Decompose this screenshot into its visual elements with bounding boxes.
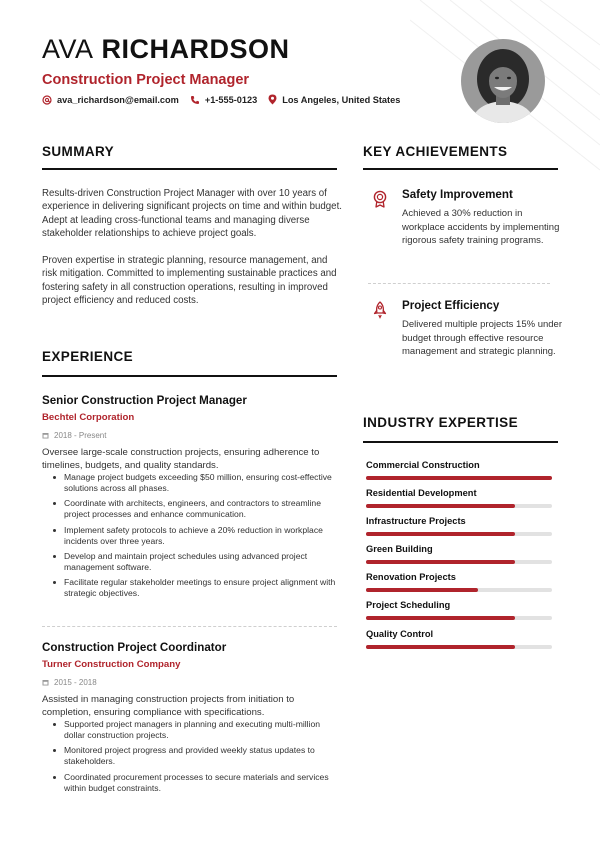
- skill-name: Infrastructure Projects: [366, 516, 466, 526]
- candidate-name: [42, 34, 290, 65]
- experience-divider: [42, 375, 337, 377]
- achievement-item: [368, 299, 568, 379]
- at-icon: [42, 95, 52, 105]
- list-item: Facilitate regular stakeholder meetings to ensure project alignment with strategic objectives.: [64, 577, 338, 599]
- skill-bar-fill: [366, 532, 515, 536]
- contact-info: [42, 94, 400, 105]
- email-text: ava_richardson@email.com: [57, 94, 179, 105]
- location-text: Los Angeles, United States: [282, 94, 401, 105]
- skill-item: [366, 629, 552, 649]
- responsibility-list: [42, 472, 338, 599]
- skill-item: [366, 460, 552, 480]
- position-title: Construction Project Coordinator: [42, 641, 227, 654]
- calendar-icon: [42, 679, 49, 686]
- list-item: Coordinate with architects, engineers, and contractors to streamline project processes and enhance communication.: [64, 498, 338, 520]
- phone-icon: [190, 95, 200, 105]
- experience-separator: [42, 626, 337, 627]
- date-text: 2018 - Present: [54, 431, 107, 440]
- experience-heading: EXPERIENCE: [42, 349, 134, 364]
- skill-name: Quality Control: [366, 629, 434, 639]
- experience-item: [42, 641, 338, 798]
- phone-text: +1-555-0123: [204, 94, 258, 105]
- achievement-title: Safety Improvement: [402, 188, 513, 201]
- list-item: Coordinated procurement processes to secure materials and services within budget constraints.: [64, 772, 338, 794]
- achievement-description: Delivered multiple projects 15% under budget through effective resource management and strategic planning.: [402, 319, 562, 358]
- date-range: [42, 431, 338, 440]
- company-name: Bechtel Corporation: [42, 412, 135, 423]
- skill-bar: [366, 476, 552, 480]
- responsibility-list: [42, 719, 338, 794]
- last-name: RICHARDSON: [101, 34, 290, 64]
- skill-item: [366, 600, 552, 620]
- job-description: Oversee large-scale construction projects, ensuring adherence to timelines, budgets, and quality standards.: [42, 447, 320, 471]
- skill-bar: [366, 560, 552, 564]
- skill-name: Project Scheduling: [366, 600, 451, 610]
- expertise-heading: INDUSTRY EXPERTISE: [363, 415, 518, 430]
- skill-bar: [366, 532, 552, 536]
- skill-bar: [366, 616, 552, 620]
- contact-phone[interactable]: [190, 94, 257, 105]
- date-text: 2015 - 2018: [54, 678, 97, 687]
- list-item: Implement safety protocols to achieve a 20% reduction in workplace incidents over three years.: [64, 525, 338, 547]
- rocket-icon: [372, 301, 388, 319]
- contact-location: [268, 94, 400, 105]
- company-name: Turner Construction Company: [42, 659, 181, 670]
- summary-heading: SUMMARY: [42, 144, 115, 159]
- skill-bar: [366, 645, 552, 649]
- contact-email[interactable]: [42, 94, 179, 105]
- skill-item: [366, 516, 552, 536]
- achievements-divider: [363, 168, 558, 170]
- summary-divider: [42, 168, 337, 170]
- profile-photo: [461, 39, 545, 123]
- skill-bar: [366, 588, 552, 592]
- skill-name: Residential Development: [366, 488, 477, 498]
- skill-item: [366, 488, 552, 508]
- skill-name: Green Building: [366, 544, 433, 554]
- location-pin-icon: [268, 94, 277, 105]
- skill-bar-fill: [366, 476, 552, 480]
- expertise-divider: [363, 441, 558, 443]
- experience-item: [42, 394, 338, 604]
- list-item: Manage project budgets exceeding $50 million, ensuring cost-effective solutions across all phases.: [64, 472, 338, 494]
- date-range: [42, 678, 338, 687]
- summary-paragraph-1: Results-driven Construction Project Manager with over 10 years of experience in delivering significant projects on time and within budget. Adept at leading cross-functional teams and managing diverse stakeholder relationships to achieve project goals.: [42, 188, 342, 239]
- achievement-description: Achieved a 30% reduction in workplace accidents by implementing rigorous safety training programs.: [402, 208, 560, 247]
- skill-name: Commercial Construction: [366, 460, 480, 470]
- list-item: Supported project managers in planning and executing multi-million dollar construction projects.: [64, 719, 338, 741]
- skill-bar-fill: [366, 588, 478, 592]
- list-item: Develop and maintain project schedules using advanced project management software.: [64, 551, 338, 573]
- achievement-item: [368, 188, 568, 268]
- skill-bar-fill: [366, 645, 515, 649]
- summary-paragraph-2: Proven expertise in strategic planning, resource management, and risk mitigation. Committed to implementing sustainable practices and fostering safety in all construction operations, resulting in improved project efficiency and reduced costs.: [42, 255, 337, 306]
- first-name: AVA: [42, 34, 94, 64]
- skill-item: [366, 544, 552, 564]
- medal-icon: [372, 190, 388, 208]
- position-title: Senior Construction Project Manager: [42, 394, 247, 407]
- job-description: Assisted in managing construction projects from initiation to completion, ensuring compliance with specifications.: [42, 694, 295, 718]
- achievements-heading: KEY ACHIEVEMENTS: [363, 144, 508, 159]
- skill-bar-fill: [366, 504, 515, 508]
- skill-bar: [366, 504, 552, 508]
- list-item: Monitored project progress and provided weekly status updates to stakeholders.: [64, 745, 338, 767]
- achievement-separator: [368, 283, 550, 284]
- skill-item: [366, 572, 552, 592]
- skill-name: Renovation Projects: [366, 572, 456, 582]
- skill-bar-fill: [366, 616, 515, 620]
- achievement-title: Project Efficiency: [402, 299, 500, 312]
- calendar-icon: [42, 432, 49, 439]
- skill-bar-fill: [366, 560, 515, 564]
- job-title: Construction Project Manager: [42, 72, 250, 88]
